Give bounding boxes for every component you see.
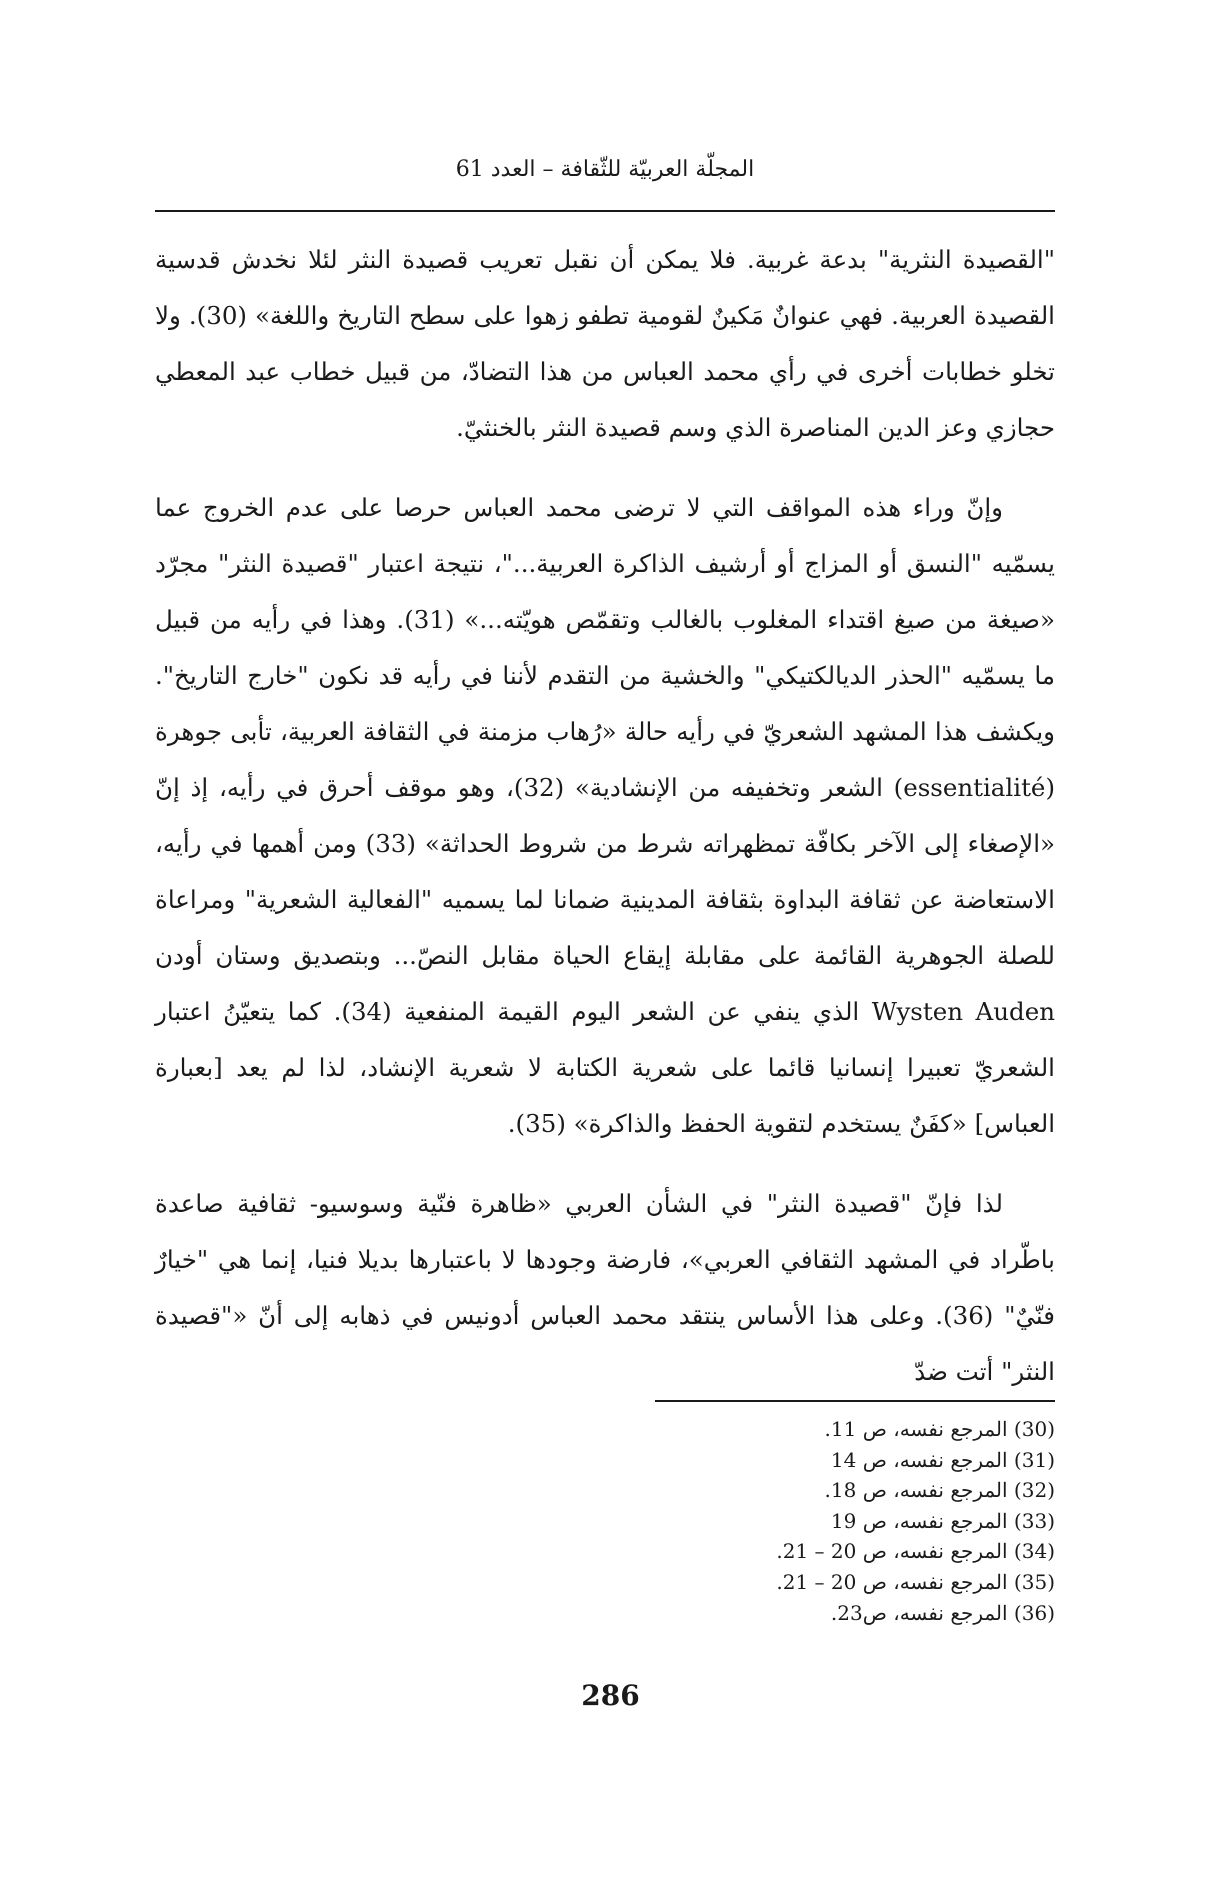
paragraph: "القصيدة النثرية" بدعة غربية. فلا يمكن أن نقبل تعريب قصيدة النثر لئلا نخدش قدسية القصيدة العربية. فهي عنوانٌ مَكينٌ لقومية تطفو زهوا على سطح التاريخ واللغة» (30). ولا تخلو خطابات أخرى في رأي محمد العباس من هذا التضادّ، من قبيل خطاب عبد المعطي حجازي وعز الدين المناصرة الذي وسم قصيدة النثر بالخنثيّ. xyxy=(155,245,1055,442)
footnote-divider xyxy=(655,1400,1055,1402)
footnote: (34) المرجع نفسه، ص 20 – 21. xyxy=(776,1539,1055,1564)
footnote: (31) المرجع نفسه، ص 14 xyxy=(830,1447,1055,1472)
page-number: 286 xyxy=(581,1679,640,1712)
footnote: (32) المرجع نفسه، ص 18. xyxy=(824,1478,1055,1503)
footnote: (30) المرجع نفسه، ص 11. xyxy=(824,1417,1055,1441)
paragraph: وإنّ وراء هذه المواقف التي لا ترضى محمد العباس حرصا على عدم الخروج عما يسمّيه "النسق أو المزاج أو أرشيف الذاكرة العربية..."، نتيجة اعتبار "قصيدة النثر" مجرّد «صيغة من صيغ اقتداء المغلوب بالغالب وتقمّص هويّته...» (31). وهذا في رأيه من قبيل ما يسمّيه "الحذر الديالكتيكي" والخشية من التقدم لأننا في رأيه قد نكون "خارج التاريخ". ويكشف هذا المشهد الشعريّ في رأيه حالة «رُهاب مزمنة في الثقافة العربية، تأبى جوهرة (essentialité) الشعر وتخفيفه من الإنشادية» (32)، وهو موقف أحرق في رأيه، إذ إنّ «الإصغاء إلى الآخر بكافّة تمظهراته شرط من شروط الحداثة» (33) ومن أهمها في رأيه، الاستعاضة عن ثقافة البداوة بثقافة المدينية ضمانا لما يسميه "الفعالية الشعرية" ومراعاة للصلة الجوهرية القائمة على مقابلة إيقاع الحياة مقابل النصّ... وبتصديق وستان أودن Wysten Auden الذي ينفي عن الشعر اليوم القيمة المنفعية (34). كما يتعيّنُ اعتبار الشعريّ تعبيرا إنسانيا قائما على شعرية الكتابة لا شعرية الإنشاد، لذا لم يعد [بعبارة العباس] «كفَنٌ يستخدم لتقوية الحفظ والذاكرة» (35). xyxy=(155,493,1055,1138)
body-text xyxy=(155,232,1055,1400)
footnotes xyxy=(655,1414,1055,1628)
footnote: (35) المرجع نفسه، ص 20 – 21. xyxy=(776,1569,1055,1594)
footnote: (36) المرجع نفسه، ص23. xyxy=(830,1600,1055,1625)
header-divider xyxy=(155,210,1055,212)
running-header: المجلّة العربيّة للثّقافة – العدد 61 xyxy=(455,157,755,182)
footnote: (33) المرجع نفسه، ص 19 xyxy=(830,1508,1055,1533)
paragraph: لذا فإنّ "قصيدة النثر" في الشأن العربي «ظاهرة فنّية وسوسيو- ثقافية صاعدة باطّراد في المشهد الثقافي العربي»، فارضة وجودها لا باعتبارها بديلا فنيا، إنما هي "خيارٌ فنّيٌ" (36). وعلى هذا الأساس ينتقد محمد العباس أدونيس في ذهابه إلى أنّ «"قصيدة النثر" أتت ضدّ xyxy=(155,1189,1055,1386)
